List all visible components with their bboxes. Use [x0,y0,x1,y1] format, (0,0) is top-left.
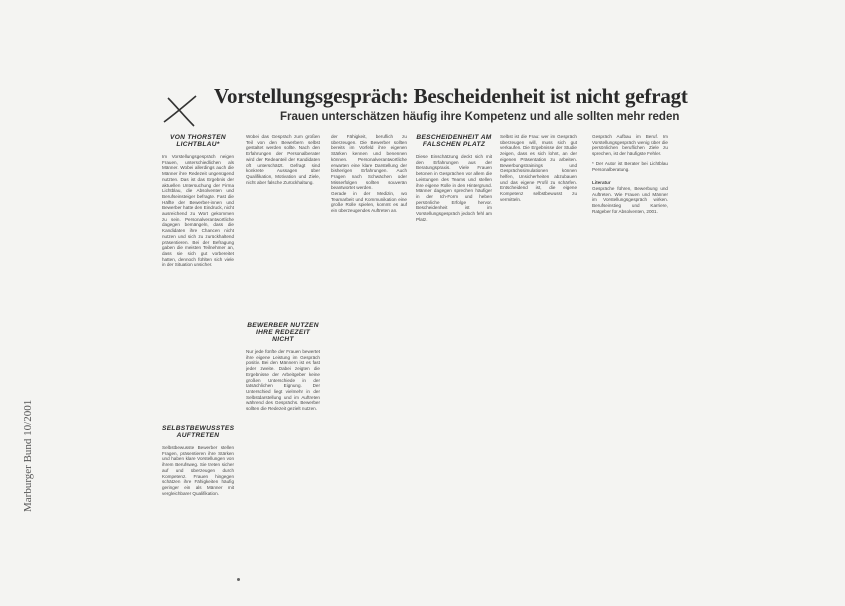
column-6 [592,134,668,294]
column-text: Diese Einschätzung deckt sich mit den Erfahrungen aus der Beratungspraxis. Viele Frauen betonen in Gesprächen vor allem die Leistungen des Teams und stellen ihre eigene Rolle in den Hintergrund. Männer dagegen sprechen häufiger in der Ich-Form und heben persönliche Erfolge hervor. Bescheidenheit ist im Vorstellungsgespräch jedoch fehl am Platz. [416,154,492,222]
column-3 [331,134,407,314]
column-text: der Fähigkeit, beruflich zu überzeugen. Die Bewerber sollten bereits im Vorfeld ihre eigenen Stärken kennen und benennen können. Personalverantwortliche erwarten eine klare Darstellung der bisherigen Erfahrungen. Auch Fragen nach Schwächen oder Misserfolgen sollten souverän beantwortet werden. [331,134,407,191]
headline: Vorstellungsgespräch: Bescheidenheit ist nicht gefragt [214,84,688,108]
column-text: Im Vorstellungsgespräch neigen Frauen, unterschiedlichen als Männer. Wobei allerdings auch die Männer ihre Redezeit ungenügend nutzten. Das ist das Ergebnis der aktuellen Untersuchung der Firma Lichtblau, die Absolventen und Berufseinsteiger befragte. Fast die Hälfte der Bewerber-innen und Bewerber hatte den Eindruck, nicht ausreichend zu Wort gekommen zu sein. Personalverantwortliche dagegen bemängeln, dass die Kandidaten ihre Chancen nicht nutzen und sich zu zurückhaltend präsentieren. Bei der Befragung gaben die meisten Teilnehmer an, dass sie sich gut vorbereitet hatten, dennoch fühlten sich viele in der Situation unsicher. [162,154,234,268]
column-5 [500,134,577,314]
column-4 [416,134,492,314]
literature-text: Gespräche führen, Bewerbung und Auftreten. Wie Frauen und Männer im Vorstellungsgespräch wirken. Berufseinstieg und Karriere, Ratgeber für Absolventen, 2001. [592,185,668,214]
literature-title: Literatur [592,180,611,186]
column-text: Wobei das Gespräch zum großen Teil von den Bewerbern selbst gestaltet werden sollte. Nach den Erfahrungen der Personalberater wird der Redeanteil der Kandidaten oft unterschätzt. Gefragt sind konkrete Aussagen über Qualifikation, Motivation und Ziele, nicht aber falsche Zurückhaltung. [246,134,320,185]
column-2 [246,134,320,574]
section-head-3: BESCHEIDENHEIT AM FALSCHEN PLATZ [416,134,492,148]
section-head-1: SELBSTBEWUSSTES AUFTRETEN [162,425,234,439]
section-head-2: BEWERBER NUTZEN IHRE REDEZEIT NICHT [247,322,319,343]
column-text: Gerade in der Medizin, wo Teamarbeit und Kommunikation eine große Rolle spielen, kommt es auf ein überzeugendes Auftreten an. [331,191,407,214]
page-speck [237,578,240,581]
handwritten-mark-icon [160,92,200,132]
column-text: Selbst ist die Frau: wer im Gespräch überzeugen will, muss sich gut verkaufen. Die Ergebnisse der Studie zeigen, dass es sich lohnt, an der eigenen Präsentation zu arbeiten. Bewerbungstrainings und Gesprächssimulationen können helfen, Unsicherheiten abzubauen und das eigene Profil zu schärfen. Entscheidend ist, die eigene Kompetenz selbstbewusst zu vermitteln. [500,134,577,202]
handwritten-source: Marburger Bund 10/2001 [22,399,34,512]
author-note: * Der Autor ist Berater bei Lichtblau Personalberatung. [592,160,668,172]
column-text: Gespräch Aufbau im Beruf. Im Vorstellungsgespräch wenig über die persönlichen beruflichen Ziele zu sprechen, ist der häufigste Fehler. [592,134,668,157]
byline: VON THORSTEN LICHTBLAU* [170,134,226,148]
column-1 [162,134,234,574]
subheadline: Frauen unterschätzen häufig ihre Kompetenz und alle sollten mehr reden [280,111,680,123]
column-text: Nur jede fünfte der Frauen bewertet ihre eigene Leistung im Gespräch positiv. Bei den Männern ist es fast jeder zweite. Dabei zeigten die Ergebnisse der Arbeitgeber keine großen Unterschiede in der tatsächlichen Eignung. Der Unterschied liegt vielmehr in der Selbstdarstellung und im Auftreten während des Gesprächs. Bewerber sollten die Redezeit gezielt nutzen. [246,349,320,412]
column-text: Selbstbewusste Bewerber stellen Fragen, präsentieren ihre Stärken und haben klare Vorstellungen von ihrem Berufsweg. Sie treten sicher auf und überzeugen durch Kompetenz. Frauen hingegen schätzen ihre Fähigkeiten häufig geringer ein als Männer mit vergleichbarer Qualifikation. [162,445,234,496]
